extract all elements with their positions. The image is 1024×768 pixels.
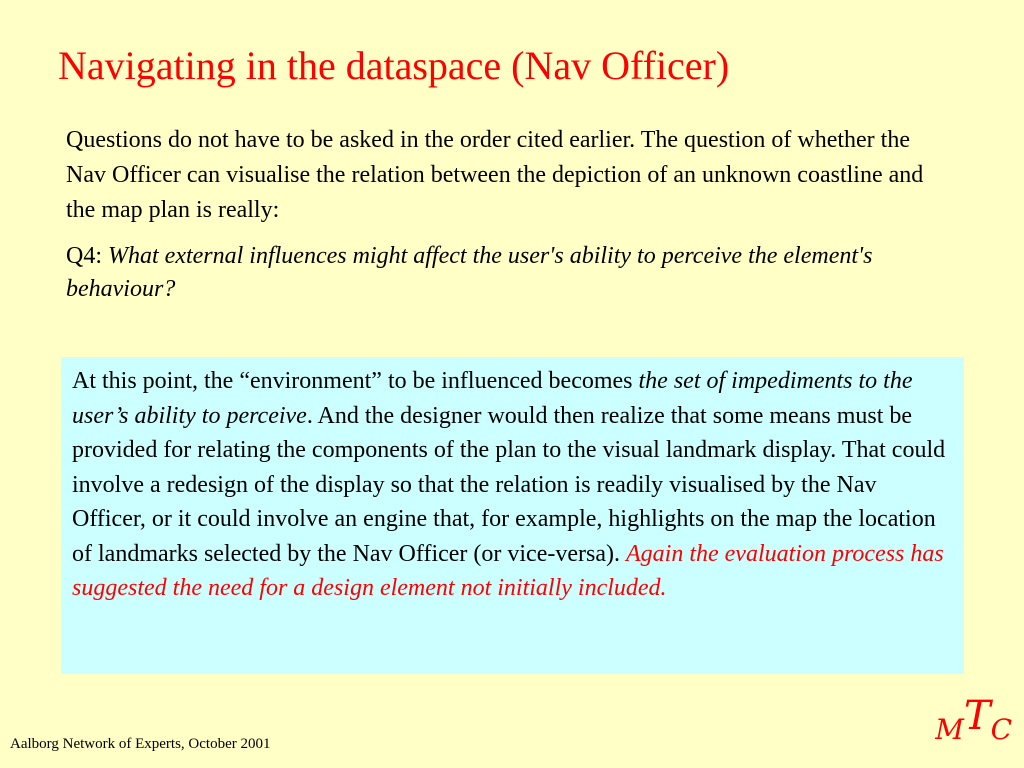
box-conclusion: Again the evaluation process has suggested the need for a design element not initially included.: [72, 540, 944, 601]
logo-c: C: [990, 713, 1012, 746]
footer-text: Aalborg Network of Experts, October 2001: [10, 736, 271, 752]
slide-title: Navigating in the dataspace (Nav Officer): [58, 43, 730, 88]
highlight-box: [61, 357, 964, 674]
logo-m: M: [935, 713, 964, 746]
question-q4: [66, 240, 946, 306]
mtc-logo: [935, 693, 1012, 749]
logo-t: T: [963, 693, 991, 739]
box-italic-phrase: the set of impediments to the user’s ability to perceive: [72, 368, 913, 429]
intro-paragraph: Questions do not have to be asked in the order cited earlier. The question of whether the Nav Officer can visualise the relation between the depiction of an unknown coastline and the map plan is really:: [66, 127, 924, 223]
box-text-1: At this point, the “environment” to be influenced becomes: [72, 368, 639, 394]
q4-label: Q4:: [66, 243, 108, 269]
q4-question: What external influences might affect the user's ability to perceive the element's behaviour?: [66, 243, 873, 302]
box-text-2: . And the designer would then realize that some means must be provided for relating the components of the plan to the visual landmark display. That could involve a redesign of the display so that the relation is readily visualised by the Nav Officer, or it could involve an engine that, for example, highlights on the map the location of landmarks selected by the Nav Officer (or vice-versa).: [72, 402, 946, 567]
